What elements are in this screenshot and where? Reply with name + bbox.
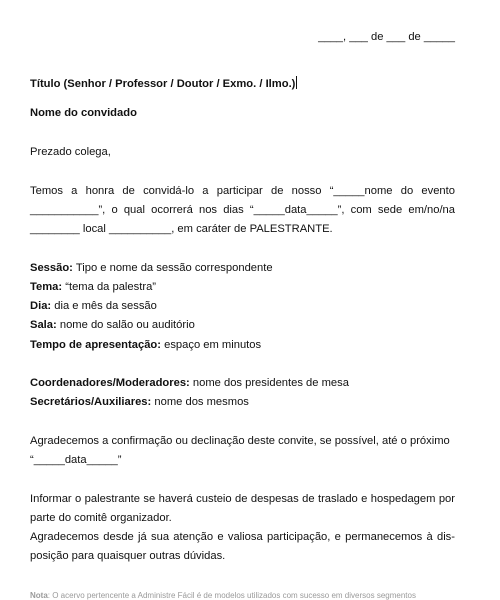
detail-room — [30, 318, 195, 332]
footer-note-label: Nota — [30, 591, 48, 600]
detail-value: “tema da palestra” — [62, 281, 157, 293]
closing-line-2: parte do comitê organizador. — [30, 512, 172, 524]
detail-label: Tema: — [30, 281, 63, 293]
staff-label: Secretários/Auxiliares: — [30, 396, 152, 408]
staff-secretaries — [30, 395, 249, 409]
detail-label: Sala: — [30, 319, 57, 331]
staff-value: nome dos presidentes de mesa — [189, 377, 349, 389]
date-line: ____, ___ de ___ de _____ — [318, 31, 455, 43]
closing-line-1: Informar o palestrante se haverá custeio de despesas de traslado e hospedagem por — [30, 493, 455, 505]
detail-day — [30, 299, 157, 313]
confirm-line-2: “_____data_____” — [30, 454, 122, 466]
staff-label: Coordenadores/Moderadores: — [30, 377, 190, 389]
detail-label: Dia: — [30, 300, 52, 312]
staff-coordinators — [30, 376, 349, 390]
intro-line-1: Temos a honra de convidá-lo a participar de nosso “_____nome do evento — [30, 185, 455, 197]
staff-value: nome dos mesmos — [151, 396, 249, 408]
confirm-line-1: Agradecemos a confirmação ou declinação deste convite, se possível, até o próximo — [30, 435, 450, 447]
title-text: Título (Senhor / Professor / Doutor / Exmo. / Ilmo.) — [30, 78, 296, 90]
detail-value: dia e mês da sessão — [51, 300, 157, 312]
closing-line-3: Agradecemos desde já sua atenção e valiosa participação, e permanecemos à dis- — [30, 531, 455, 543]
detail-value: nome do salão ou auditório — [56, 319, 195, 331]
title-line[interactable] — [30, 76, 297, 91]
detail-theme — [30, 280, 156, 294]
detail-time — [30, 338, 261, 352]
footer-note — [30, 591, 416, 600]
closing-line-4: posição para quaisquer outras dúvidas. — [30, 550, 226, 562]
detail-value: espaço em minutos — [160, 339, 262, 351]
detail-value: Tipo e nome da sessão correspondente — [72, 262, 273, 274]
guest-name: Nome do convidado — [30, 107, 137, 119]
intro-line-2: ___________”, o qual ocorrerá nos dias “_____data_____”, com sede em/no/na — [30, 204, 455, 216]
detail-label: Sessão: — [30, 262, 73, 274]
salutation: Prezado colega, — [30, 146, 111, 158]
detail-session — [30, 261, 273, 275]
detail-label: Tempo de apresentação: — [30, 339, 161, 351]
text-cursor — [296, 76, 297, 89]
footer-note-text: : O acervo pertencente a Administre Fácil é de modelos utilizados com sucesso em diversos segmentos — [47, 591, 416, 600]
intro-line-3: ________ local __________, em caráter de PALESTRANTE. — [30, 223, 333, 235]
